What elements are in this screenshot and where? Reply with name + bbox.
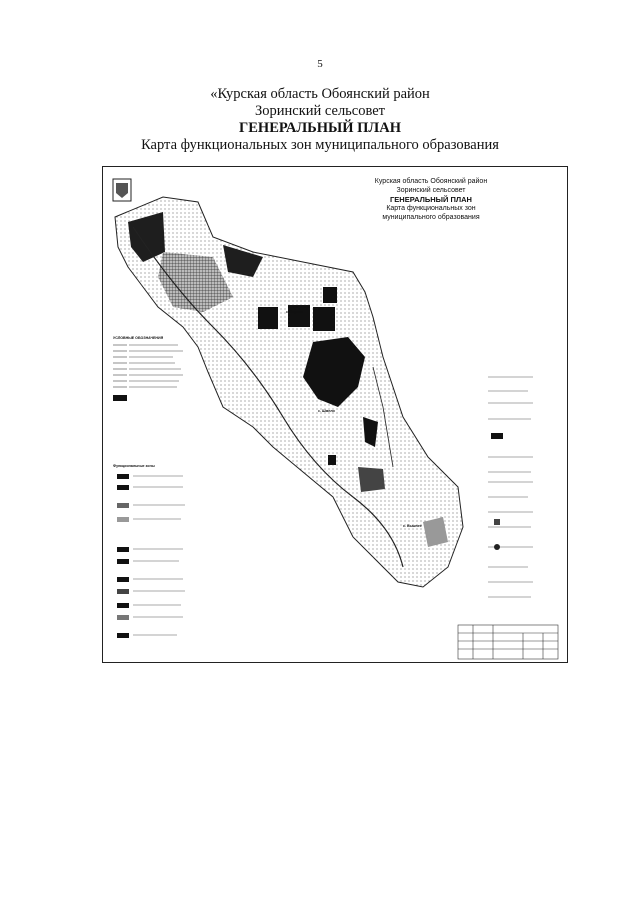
map-title-map-name: Карта функциональных зон (386, 205, 476, 212)
legend-right (488, 377, 533, 597)
map-frame (102, 166, 568, 663)
heading-line-general-plan: ГЕНЕРАЛЬНЫЙ ПЛАН (239, 120, 401, 136)
map-title (311, 177, 551, 222)
coat-of-arms-icon (113, 179, 131, 201)
legend-zones-heading: Функциональные зоны (113, 464, 155, 468)
map-drawing (103, 167, 568, 663)
forest-zone (323, 287, 337, 303)
forest-zone (328, 455, 336, 465)
document-heading (0, 86, 640, 154)
map-title-region: Курская область Обоянский район (374, 178, 488, 185)
map-title-map-name-2: муниципального образования (382, 214, 480, 221)
page-number: 5 (317, 58, 323, 70)
legend-left (113, 336, 183, 401)
heading-line-council: Зоринский сельсовет (254, 103, 386, 119)
map-title-council: Зоринский сельсовет (396, 187, 466, 194)
forest-zone (313, 307, 335, 331)
settlement-label: с. Зорино (286, 310, 304, 314)
heading-line-region: «Курская область Обоянский район (210, 86, 430, 102)
title-block (458, 625, 558, 659)
legend-zones (113, 464, 185, 638)
settlement-label: с. Вышнее (403, 524, 422, 528)
forest-zone (258, 307, 278, 329)
heading-line-map-name: Карта функциональных зон муниципального образования (141, 137, 499, 153)
legend-left-heading: УСЛОВНЫЕ ОБОЗНАЧЕНИЯ (113, 336, 164, 340)
settlement-label: с. Шмели (318, 409, 335, 413)
map-title-general-plan: ГЕНЕРАЛЬНЫЙ ПЛАН (390, 195, 472, 204)
forest-zone (288, 305, 310, 327)
forest-zone (358, 467, 385, 492)
